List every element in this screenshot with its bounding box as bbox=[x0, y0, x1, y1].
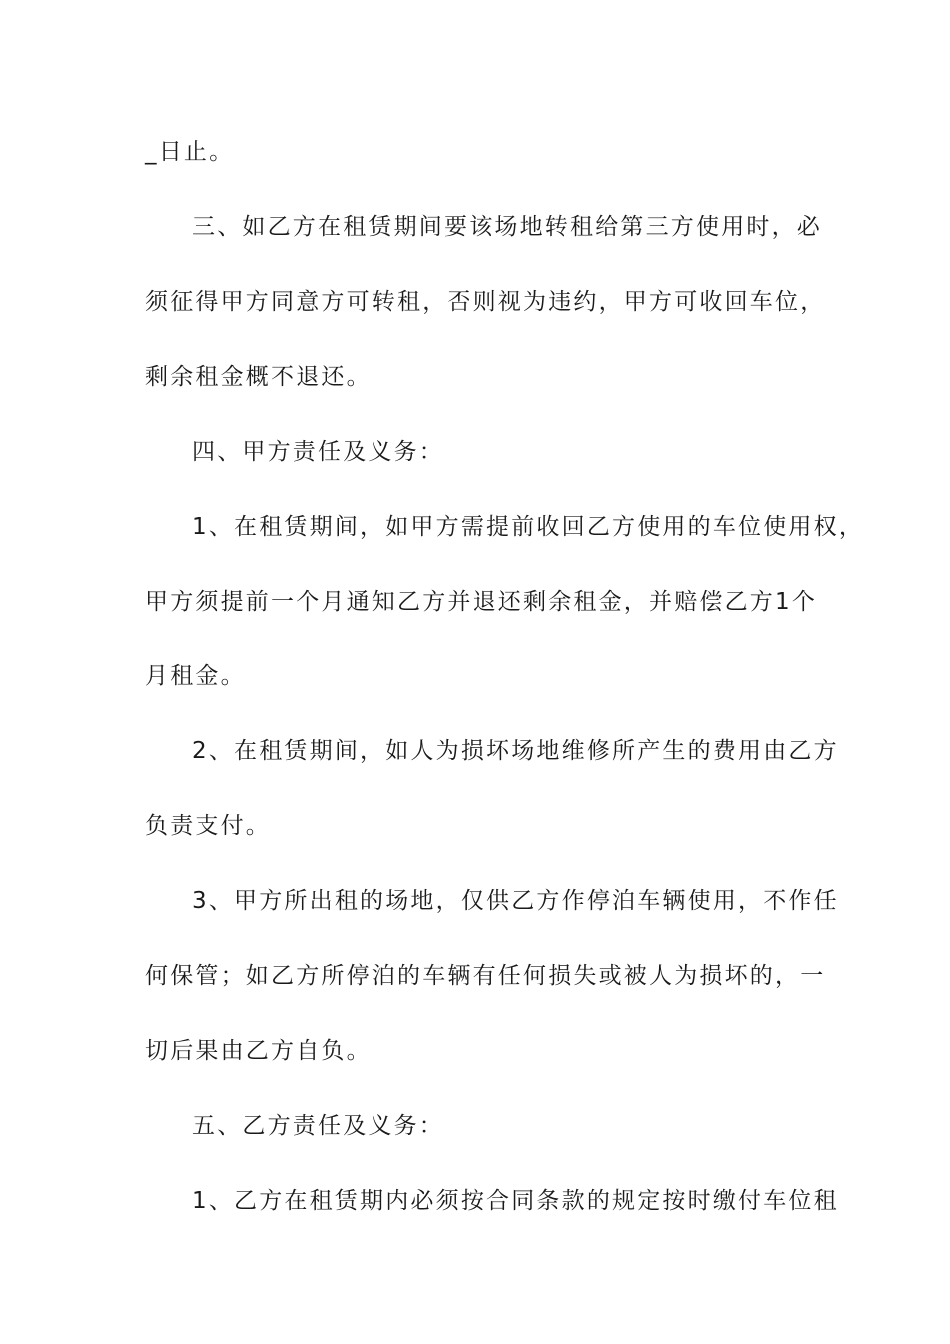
text-line: _日止。 bbox=[145, 139, 235, 165]
section-five-heading: 五、乙方责任及义务： bbox=[192, 1113, 444, 1139]
clause-line: 3、甲方所出租的场地，仅供乙方作停泊车辆使用，不作任 bbox=[192, 888, 839, 914]
text-line: 剩余租金概不退还。 bbox=[145, 364, 372, 390]
section-four-heading: 四、甲方责任及义务： bbox=[192, 439, 444, 465]
text-line: 须征得甲方同意方可转租，否则视为违约，甲方可收回车位， bbox=[145, 289, 826, 315]
text-line: 负责支付。 bbox=[145, 813, 271, 839]
text-line: 甲方须提前一个月通知乙方并退还剩余租金，并赔偿乙方1个 bbox=[145, 589, 818, 615]
text-line: 切后果由乙方自负。 bbox=[145, 1038, 372, 1064]
text-line: 何保管；如乙方所停泊的车辆有任何损失或被人为损坏的，一 bbox=[145, 963, 826, 989]
text-line: 月租金。 bbox=[145, 663, 246, 689]
clause-line: 2、在租赁期间，如人为损坏场地维修所产生的费用由乙方 bbox=[192, 738, 839, 764]
section-three-line: 三、如乙方在租赁期间要该场地转租给第三方使用时，必 bbox=[192, 214, 822, 240]
clause-line: 1、乙方在租赁期内必须按合同条款的规定按时缴付车位租 bbox=[192, 1188, 839, 1214]
clause-line: 1、在租赁期间，如甲方需提前收回乙方使用的车位使用权， bbox=[192, 514, 865, 540]
